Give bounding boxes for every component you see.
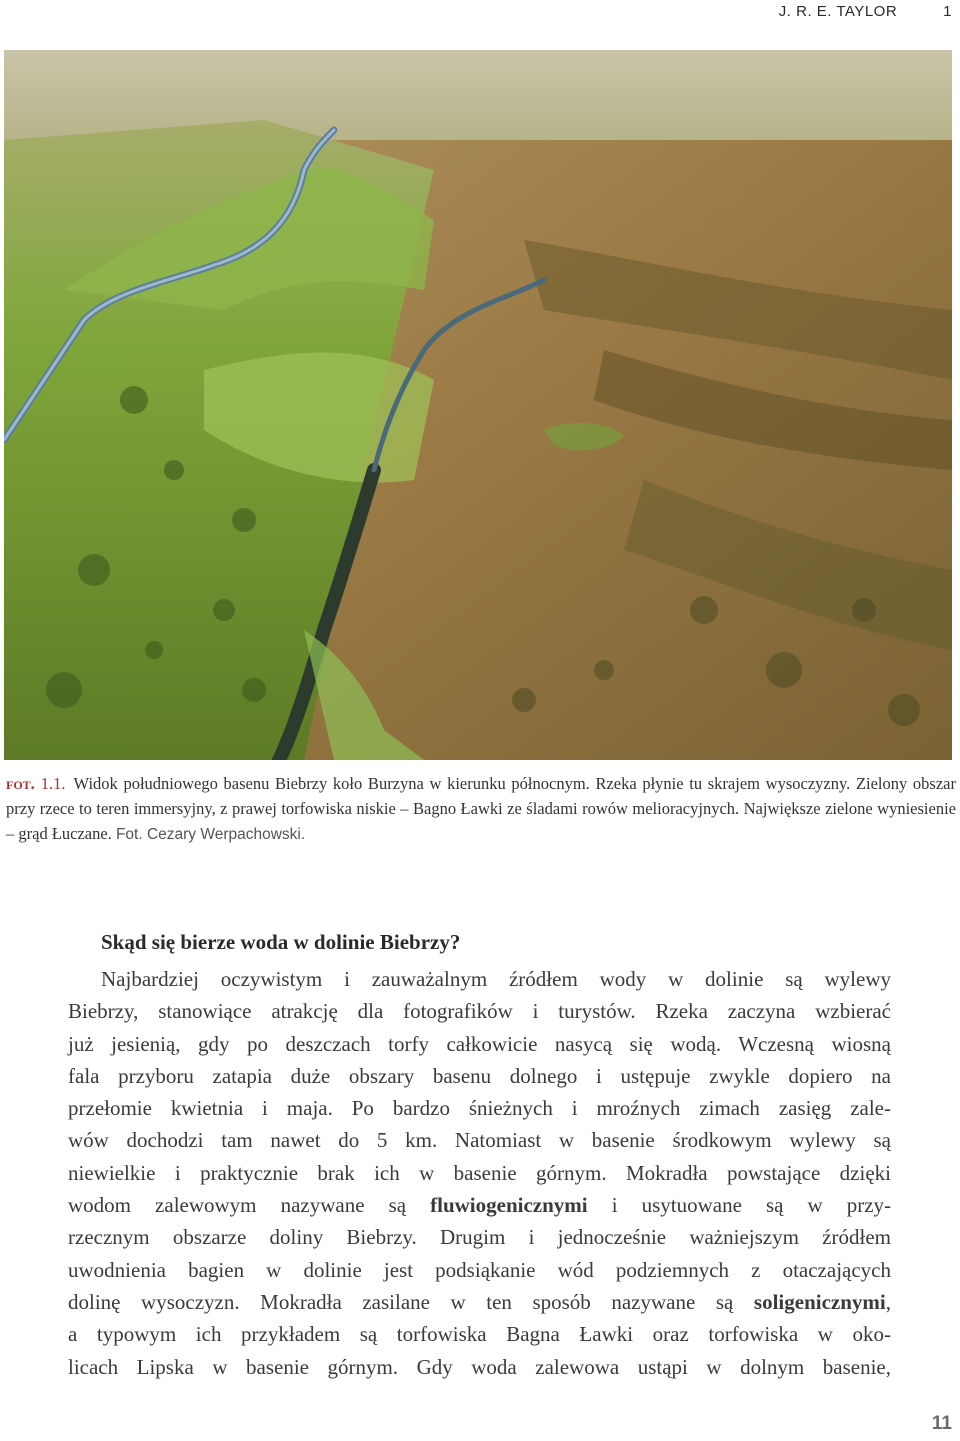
term-soligeniczne: soligenicznymi — [753, 1289, 886, 1314]
caption-number: 1.1. — [40, 774, 66, 793]
body-line — [68, 1189, 891, 1221]
body-line: przełomie kwietnia i maja. Po bardzo śnieżnych i mroźnych zimach zasięg zale- — [68, 1096, 891, 1121]
body-line: Najbardziej oczywistym i zauważalnym źródłem wody w dolinie są wylewy — [101, 967, 891, 991]
caption-text: Widok południowego basenu Biebrzy koło Burzyna w kierunku północnym. Rzeka płynie tu skrajem wysoczyzny. Zielony obszar przy rzece to teren immersyjny, z prawej torfowiska niskie – Bagno Ławki ze śladami rowów melioracyjnych. Największe zielone wyniesienie – grąd Łuczane. — [6, 774, 956, 843]
body-line: fala przyboru zatapia duże obszary basenu dolnego i ustępuje zwykle dopiero na — [68, 1063, 891, 1088]
body-line: Biebrzy, stanowiące atrakcję dla fotografików i turystów. Rzeka zaczyna wzbierać — [68, 999, 891, 1024]
body-paragraph — [68, 963, 891, 1383]
body-line: uwodnienia bagien w dolinie jest podsiąkanie wód podziemnych z otaczających — [68, 1257, 891, 1282]
term-fluwiogeniczne: fluwiogenicznymi — [430, 1193, 588, 1218]
aerial-landscape-photo — [4, 50, 952, 760]
body-line: a typowym ich przykładem są torfowiska Bagna Ławki oraz torfowiska w oko- — [68, 1322, 891, 1347]
running-head-author: J. R. E. TAYLOR — [778, 3, 898, 20]
body-line: rzecznym obszarze doliny Biebrzy. Drugim i jednocześnie ważniejszym źródłem — [68, 1225, 891, 1250]
body-fragment: , — [885, 1289, 891, 1314]
body-fragment: wodom zalewowym nazywane są — [68, 1193, 407, 1218]
section-heading: Skąd się bierze woda w dolinie Biebrzy? — [101, 930, 461, 954]
body-line — [68, 1286, 891, 1318]
running-head-number: 1 — [943, 3, 952, 20]
body-fragment: i usytuowane są w przy- — [611, 1193, 892, 1218]
body-line: wów dochodzi tam nawet do 5 km. Natomiast w basenie środkowym wylewy są — [68, 1128, 891, 1153]
caption-label: fot. — [6, 774, 35, 793]
figure-caption — [6, 771, 956, 847]
body-fragment: dolinę wysoczyzn. Mokradła zasilane w ten sposób nazywane są — [68, 1289, 734, 1314]
caption-credit: Fot. Cezary Werpachowski. — [115, 826, 306, 843]
body-line: już jesienią, gdy po deszczach torfy całkowicie nasycą się wodą. Wczesną wiosną — [68, 1031, 891, 1056]
running-head — [779, 3, 952, 20]
body-line: licach Lipska w basenie górnym. Gdy woda zalewowa ustąpi w dolnym basenie, — [68, 1354, 891, 1379]
page-number: 11 — [931, 1413, 952, 1434]
body-line: niewielkie i praktycznie brak ich w basenie górnym. Mokradła powstające dzięki — [68, 1160, 891, 1185]
